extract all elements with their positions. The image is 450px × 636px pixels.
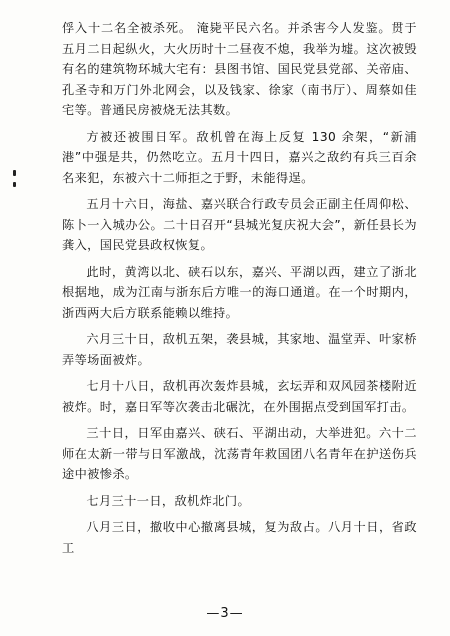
paragraph-5: 六月三十日，敌机五架，袭县城，其家地、温堂弄、叶家桥弄等场面被炸。 [62,332,417,367]
paragraph-8: 七月三十一日，敌机炸北门。 [86,493,251,508]
paragraph-3: 五月十六日，海盐、嘉兴联合行政专员会正副主任周仰松、陈卜一入城办公。二十日召开“县城光复庆祝大会”，新任县长为 龚入，国民党县政权恢复。 [62,197,417,252]
document-body [62,18,417,564]
paragraph-1: 俘入十二名全被杀死。 淹毙平民六名。并杀害今人发鉴。贯于五月二日起纵火，大火历时十二昼夜不熄，我举为墟。这次被毁有名的建筑物环城大宅有：县图书馆、国民党县党部、关帝庙、孔圣寺和万门外北网会，以及钱家、徐家（南书厅）、周蔡如佳宅等。普通民房被烧无法其数。 [62,21,417,117]
page-number: —3— [206,606,244,621]
paragraph-9: 八月三日，撤收中心撤离县城，复为敌占。八月十日，省政工 [62,520,417,555]
paragraph-2: 方被还被围日军。敌机曾在海上反复 130 余架，“新浦港”中强是共，仍然吃立。五月十四日，嘉兴之敌约有兵三百余名来犯，东被六十二师拒之于野，未能得逞。 [62,129,417,185]
paragraph-7: 三十日，日军由嘉兴、硖石、平湖出动，大举进犯。六十二师在太新一带与日军激战，沈荡青年救国团八名青年在护送伤兵途中被惨杀。 [62,426,417,481]
paragraph-4: 此时，黄湾以北、硖石以东，嘉兴、平湖以西，建立了浙北根据地，成为江南与浙东后方唯一的海口通道。在一个时期内，浙西两大后方联系能赖以维持。 [62,264,417,320]
margin-mark [13,182,16,187]
margin-mark [13,170,16,176]
paragraph-6: 七月十八日，敌机再次轰炸县城，玄坛弄和双风园茶楼附近被炸。时，嘉日军等次袭击北碾沈，在外围据点受到国军打击。 [62,379,417,414]
